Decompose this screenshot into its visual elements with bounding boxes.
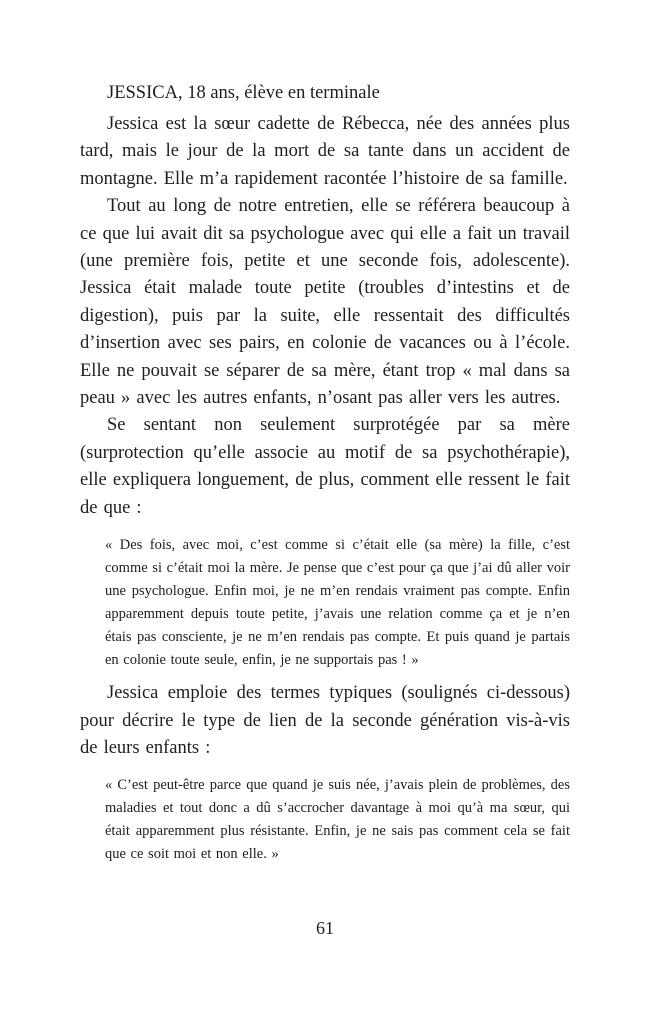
paragraph-surprotection: Se sentant non seulement surprotégée par sa mère (surprotection qu’elle associe au motif de sa psychothérapie), elle expliquera longuement, de plus, comment elle ressent le fait de que :	[80, 415, 570, 518]
blockquote-peut-etre: « C’est peut-être parce que quand je suis née, j’avais plein de problèmes, des maladies et tout donc a dû s’accrocher davantage à moi qu’à ma sœur, qui était apparemment plus résistante. Enfin, je ne sais pas comment cela se fait que ce soit moi et non elle. »	[105, 777, 570, 863]
paragraph-termes-typiques: Jessica emploie des termes typiques (soulignés ci-dessous) pour décrire le type de lien de la seconde génération vis-à-vis de leurs enfants :	[80, 683, 570, 758]
blockquote-des-fois: « Des fois, avec moi, c’est comme si c’était elle (sa mère) la fille, c’est comme si c’était moi la mère. Je pense que c’est pour ça que j’ai dû aller voir une psychologue. Enfin moi, je ne m’en rendais vraiment pas compte. Enfin apparemment depuis toute petite, j’avais une relation comme ça et je n’en étais pas consciente, je ne m’en rendais pas compte. Et puis quand je partais en colonie toute seule, enfin, je ne supportais pas ! »	[105, 537, 570, 669]
paragraph-family-intro: Jessica est la sœur cadette de Rébecca, née des années plus tard, mais le jour de la mort de sa tante dans un accident de montagne. Elle m’a rapidement racontée l’histoire de sa famille.	[80, 114, 570, 189]
paragraph-entretien: Tout au long de notre entretien, elle se référera beaucoup à ce que lui avait dit sa psychologue avec qui elle a fait un travail (une première fois, petite et une seconde fois, adolescente). Jessica était malade toute petite (troubles d’intestins et de digestion), puis par la suite, elle ressentait des difficultés d’insertion avec ses pairs, en colonie de vacances ou à l’école. Elle ne pouvait se séparer de sa mère, étant trop « mal dans sa peau » avec les autres enfants, n’osant pas aller vers les autres.	[80, 196, 570, 409]
section-heading: JESSICA, 18 ans, élève en terminale	[107, 83, 380, 103]
page-number: 61	[316, 918, 334, 939]
